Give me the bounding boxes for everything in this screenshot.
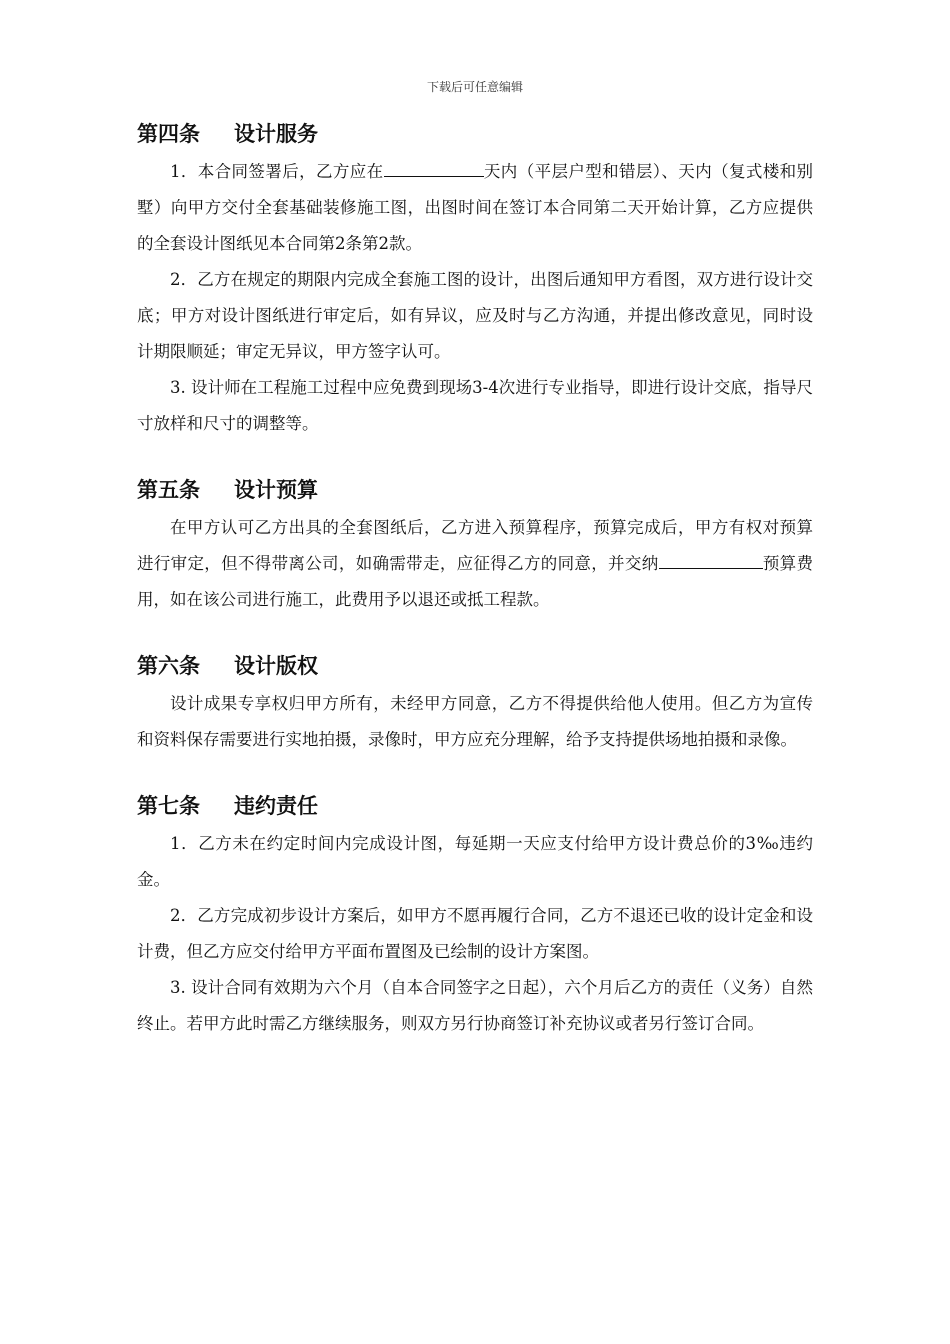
page-header: 下载后可任意编辑: [426, 80, 523, 94]
section-number: 第四条: [137, 121, 200, 146]
section-number: 第六条: [137, 653, 200, 678]
clause-text: 天内（平层户型和错层）、天内（复式楼和别墅）向甲方交付全套基础装修施工图，出图时间在签订本合同第二天开始计算，乙方应提供的全套设计图纸见本合同第2条第2款。: [137, 162, 814, 253]
clause-paragraph: 2．乙方在规定的期限内完成全套施工图的设计，出图后通知甲方看图，双方进行设计交底；甲方对设计图纸进行审定后，如有异议，应及时与乙方沟通，并提出修改意见，同时设计期限顺延；审定无异议，甲方签字认可。: [137, 270, 813, 361]
clause-text: 预算费用，如在该公司进行施工，此费用予以退还或抵工程款。: [137, 554, 814, 609]
section-title: [137, 474, 813, 506]
clause-text: 1．本合同签署后，乙方应在: [170, 162, 384, 181]
fill-in-blank: [384, 158, 484, 177]
clause-paragraph: [137, 510, 813, 618]
clause-paragraph: [137, 154, 813, 262]
document-body: [137, 118, 813, 1074]
section-title: [137, 650, 813, 682]
section-6: [137, 650, 813, 758]
section-4: [137, 118, 813, 442]
section-number: 第七条: [137, 793, 200, 818]
section-title: [137, 118, 813, 150]
section-5: [137, 474, 813, 618]
clause-paragraph: 2．乙方完成初步设计方案后，如甲方不愿再履行合同，乙方不退还已收的设计定金和设计费，但乙方应交付给甲方平面布置图及已绘制的设计方案图。: [137, 906, 813, 961]
section-title: [137, 790, 813, 822]
section-heading: 设计版权: [234, 653, 318, 678]
section-7: [137, 790, 813, 1042]
clause-paragraph: 设计成果专享权归甲方所有，未经甲方同意，乙方不得提供给他人使用。但乙方为宣传和资料保存需要进行实地拍摄，录像时，甲方应充分理解，给予支持提供场地拍摄和录像。: [137, 694, 813, 749]
section-number: 第五条: [137, 477, 200, 502]
section-heading: 设计预算: [234, 477, 318, 502]
clause-text: 在甲方认可乙方出具的全套图纸后，乙方进入预算程序，预算完成后，甲方有权对预算进行审定，但不得带离公司，如确需带走，应征得乙方的同意，并交纳: [137, 518, 813, 573]
clause-paragraph: 3. 设计师在工程施工过程中应免费到现场3-4次进行专业指导，即进行设计交底，指导尺寸放样和尺寸的调整等。: [137, 378, 813, 433]
section-heading: 违约责任: [234, 793, 318, 818]
section-heading: 设计服务: [234, 121, 318, 146]
clause-paragraph: 1．乙方未在约定时间内完成设计图，每延期一天应支付给甲方设计费总价的3‰违约金。: [137, 834, 813, 889]
clause-paragraph: 3. 设计合同有效期为六个月（自本合同签字之日起），六个月后乙方的责任（义务）自然终止。若甲方此时需乙方继续服务，则双方另行协商签订补充协议或者另行签订合同。: [137, 978, 813, 1033]
fill-in-blank: [659, 550, 763, 569]
